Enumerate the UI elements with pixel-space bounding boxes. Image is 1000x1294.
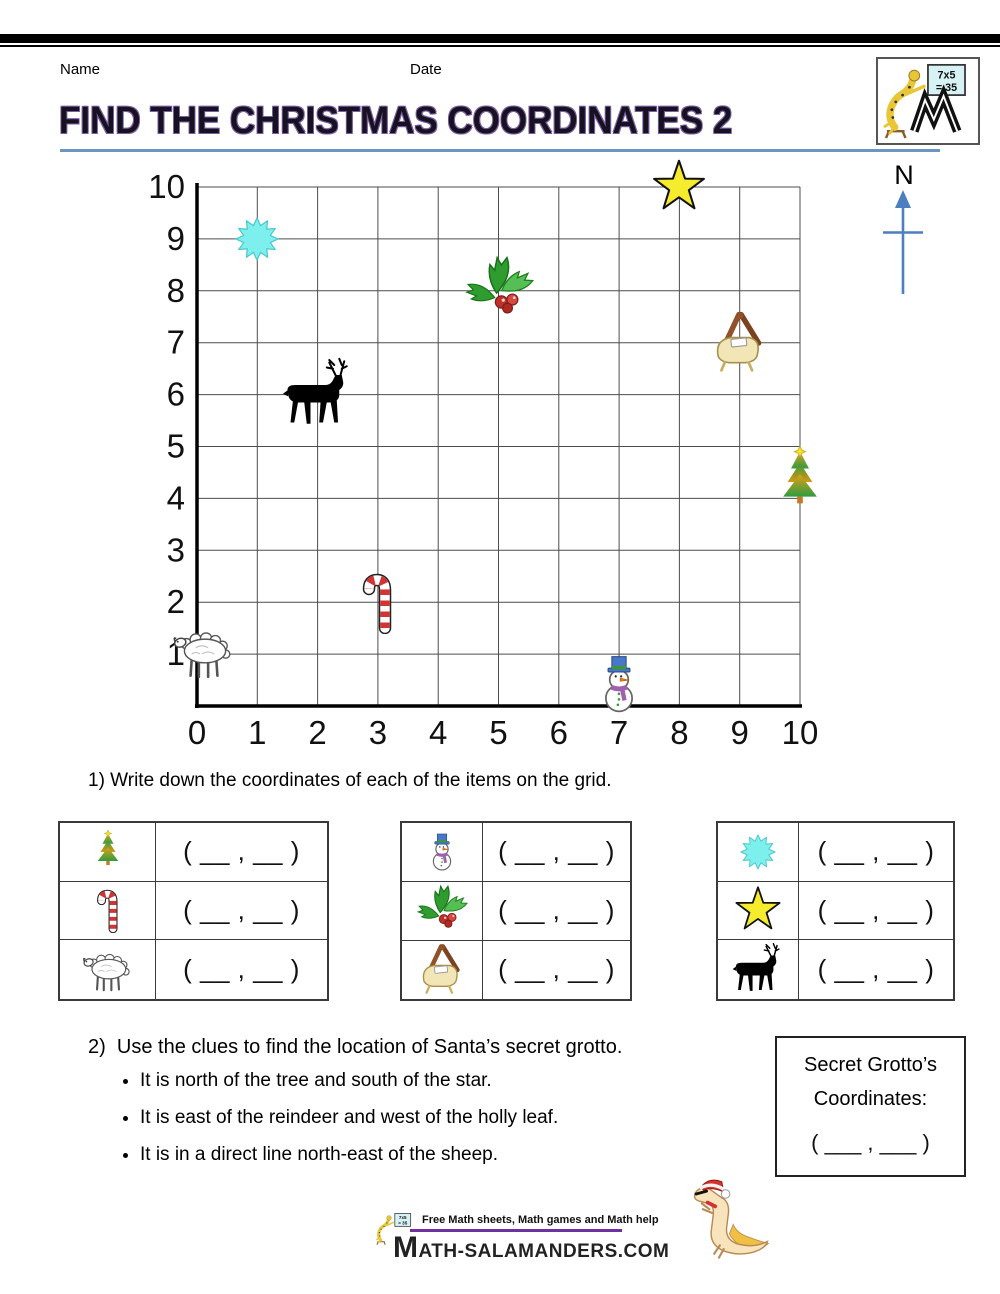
table-row (402, 823, 630, 882)
date-field-label: Date (410, 61, 442, 78)
name-field-label: Name (60, 61, 101, 78)
grid-item-snowflake (231, 213, 283, 270)
svg-text:6: 6 (549, 714, 568, 751)
question1-text: 1) Write down the coordinates of each of the items on the grid. (88, 770, 612, 791)
coordinate-blank[interactable]: ( __ , __ ) (183, 836, 300, 867)
coordinate-blank[interactable]: ( __ , __ ) (817, 894, 935, 925)
svg-text:10: 10 (148, 168, 185, 205)
grotto-title-line2: Coordinates: (813, 1088, 928, 1110)
title-divider (60, 149, 940, 152)
footer-tagline: Free Math sheets, Math games and Math help (422, 1214, 659, 1226)
svg-text:3: 3 (166, 531, 185, 569)
clue-item: • It is in a direct line north-east of the sheep. (140, 1144, 760, 1166)
snowflake-icon (718, 823, 799, 881)
coordinate-blank[interactable]: ( __ , __ ) (498, 836, 615, 867)
grid-item-holly (460, 252, 538, 335)
snowman-icon (402, 823, 483, 881)
clue-list (122, 1070, 760, 1181)
coordinate-blank[interactable]: ( __ , __ ) (817, 954, 935, 985)
top-border-thin (0, 45, 1000, 47)
question2-text: 2) Use the clues to find the location of Santa’s secret grotto. (88, 1036, 623, 1058)
coordinate-blank[interactable]: ( __ , __ ) (183, 894, 300, 925)
top-border-thick (0, 34, 1000, 43)
x-axis-labels (188, 714, 819, 751)
reindeer-icon (718, 940, 799, 999)
tree-icon (60, 823, 156, 881)
svg-text:2: 2 (166, 583, 185, 621)
svg-text:6: 6 (166, 375, 185, 413)
clue-item: • It is north of the tree and south of the star. (140, 1070, 760, 1092)
secret-grotto-box (775, 1036, 966, 1177)
grid-item-sleigh (705, 308, 775, 383)
footer-site-name: MATH-SALAMANDERS.COM (393, 1231, 670, 1264)
coordinate-blank[interactable]: ( __ , __ ) (817, 836, 935, 867)
svg-text:10: 10 (781, 714, 819, 751)
sleigh-icon (402, 941, 483, 1000)
table-row (718, 823, 953, 882)
clue-item: • It is east of the reindeer and west of the holly leaf. (140, 1107, 760, 1129)
coordinate-blank[interactable]: ( __ , __ ) (183, 954, 300, 985)
grid-item-star (649, 157, 709, 222)
coordinate-grid (140, 155, 840, 767)
svg-text:5: 5 (489, 714, 508, 751)
candy-cane-icon (60, 882, 156, 940)
y-axis-labels (148, 168, 185, 672)
holly-icon (402, 882, 483, 940)
svg-text:4: 4 (166, 479, 185, 517)
compass-north-label: N (894, 160, 914, 190)
grid-item-snowman (584, 649, 654, 724)
coordinate-blank[interactable]: ( __ , __ ) (498, 954, 615, 985)
table-row (402, 882, 630, 941)
svg-text:5: 5 (166, 427, 185, 465)
grid-item-reindeer (278, 355, 358, 440)
svg-text:8: 8 (166, 271, 185, 309)
svg-text:9: 9 (730, 714, 749, 751)
svg-text:1: 1 (166, 635, 185, 673)
coordinates-table-1 (58, 821, 329, 1001)
svg-text:7: 7 (609, 714, 629, 751)
coordinates-table-3 (716, 821, 955, 1001)
svg-text:8: 8 (670, 714, 689, 751)
coordinates-table-2 (400, 821, 632, 1001)
coordinate-blank[interactable]: ( __ , __ ) (498, 895, 615, 925)
grid-item-tree (764, 446, 836, 523)
svg-text:7: 7 (166, 323, 185, 361)
table-row (60, 940, 327, 999)
table-row (60, 823, 327, 882)
svg-text:9: 9 (166, 219, 185, 257)
table-row (718, 882, 953, 941)
grotto-coordinate-blank[interactable]: ( ___ , ___ ) (811, 1130, 930, 1155)
svg-text:0: 0 (187, 714, 207, 751)
table-row (60, 882, 327, 941)
page-title: FIND THE CHRISTMAS COORDINATES 2 (59, 100, 733, 142)
grotto-title-line1: Secret Grotto’s (803, 1054, 938, 1076)
svg-text:3: 3 (368, 714, 388, 751)
grid-item-sheep (171, 619, 237, 690)
compass-arrow-icon (877, 188, 929, 300)
svg-text:1: 1 (248, 714, 267, 751)
site-logo (876, 57, 980, 145)
sheep-icon (60, 940, 156, 999)
grid-item-candy-cane (346, 570, 410, 639)
santa-salamander-icon (680, 1175, 775, 1270)
svg-text:2: 2 (308, 714, 327, 751)
table-row (402, 941, 630, 1000)
table-row (718, 940, 953, 999)
svg-text:4: 4 (429, 714, 448, 751)
star-icon (718, 882, 799, 940)
